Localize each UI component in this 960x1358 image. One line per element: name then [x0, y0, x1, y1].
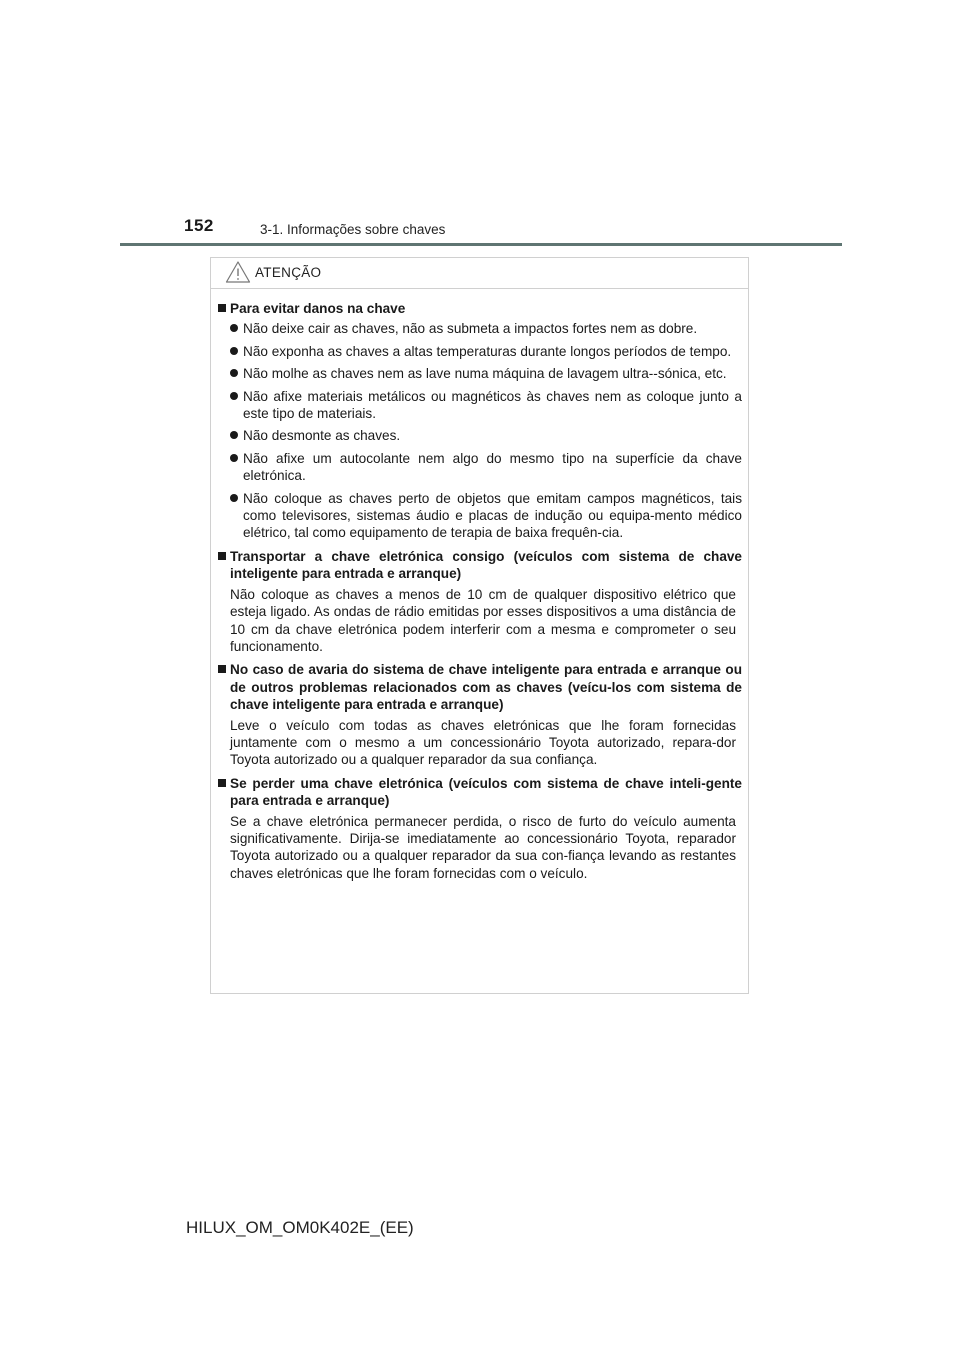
topic-title: Se perder uma chave eletrónica (veículos com sistema de chave inteli-gente para entrada e arranque) — [230, 775, 742, 809]
topic-text: Leve o veículo com todas as chaves eletrónicas que lhe foram fornecidas juntamente com o mesmo a um concessionário Toyota autorizado, repara-dor Toyota autorizado ou a qualquer reparador da sua confiança. — [230, 717, 736, 768]
bullet-list — [230, 320, 742, 541]
topic-title: Para evitar danos na chave — [230, 301, 406, 316]
list-item-text: Não afixe um autocolante nem algo do mesmo tipo na superfície da chave eletrónica. — [243, 450, 742, 484]
square-bullet-icon — [218, 779, 226, 787]
topic-key-damage — [217, 300, 742, 542]
page-number: 152 — [184, 216, 214, 235]
round-bullet-icon — [230, 494, 238, 502]
square-bullet-icon — [218, 552, 226, 560]
square-bullet-icon — [218, 665, 226, 673]
topic-title: No caso de avaria do sistema de chave inteligente para entrada e arranque ou de outros problemas relacionados com as chaves (veícu-los com sistema de chave inteligente para entrada e arranque) — [230, 662, 742, 713]
list-item-text: Não exponha as chaves a altas temperaturas durante longos períodos de tempo. — [243, 343, 732, 359]
document-code: HILUX_OM_OM0K402E_(EE) — [186, 1218, 414, 1237]
topic-system-failure — [217, 661, 742, 768]
list-item — [230, 388, 742, 423]
list-item-text: Não afixe materiais metálicos ou magnéticos às chaves nem as coloque junto a este tipo de materiais. — [243, 388, 742, 422]
round-bullet-icon — [230, 324, 238, 332]
list-item — [230, 427, 742, 444]
round-bullet-icon — [230, 454, 238, 462]
list-item-text: Não desmonte as chaves. — [243, 428, 401, 444]
list-item-text: Não coloque as chaves perto de objetos que emitam campos magnéticos, tais como televisores, sistemas áudio e placas de indução ou equipa-mento médico elétrico, tal como equipamento de terapia de baixa frequên-cia. — [243, 490, 742, 541]
header-divider — [120, 243, 842, 246]
list-item-text: Não deixe cair as chaves, não as submeta a impactos fortes nem as dobre. — [243, 321, 698, 337]
round-bullet-icon — [230, 392, 238, 400]
list-item-text: Não molhe as chaves nem as lave numa máquina de lavagem ultra--sónica, etc. — [243, 366, 727, 382]
list-item — [230, 320, 742, 337]
topic-title: Transportar a chave eletrónica consigo (veículos com sistema de chave inteligente para entrada e arranque) — [230, 548, 742, 582]
list-item — [230, 343, 742, 360]
topic-lost-key — [217, 775, 742, 882]
warning-title: ATENÇÃO — [255, 265, 322, 280]
list-item — [230, 490, 742, 542]
topic-text: Se a chave eletrónica permanecer perdida, o risco de furto do veículo aumenta significativamente. Dirija-se imediatamente ao concessionário Toyota, reparador Toyota autorizado ou a qualquer reparador da sua con-fiança levando as restantes chaves eletrónicas que lhe foram fornecidas com o veículo. — [230, 813, 736, 881]
topic-text: Não coloque as chaves a menos de 10 cm de qualquer dispositivo elétrico que esteja ligado. As ondas de rádio emitidas por esses dispositivos a uma distância de 10 cm da chave eletrónica podem interferir com a mesma e comprometer o seu funcionamento. — [230, 586, 736, 654]
round-bullet-icon — [230, 431, 238, 439]
warning-box — [210, 257, 749, 994]
warning-header — [211, 258, 748, 289]
warning-body — [211, 289, 748, 882]
section-title: 3-1. Informações sobre chaves — [260, 222, 446, 237]
warning-triangle-icon — [225, 260, 251, 284]
round-bullet-icon — [230, 347, 238, 355]
round-bullet-icon — [230, 369, 238, 377]
list-item — [230, 450, 742, 485]
topic-carry-key — [217, 548, 742, 655]
list-item — [230, 365, 742, 382]
square-bullet-icon — [218, 304, 226, 312]
